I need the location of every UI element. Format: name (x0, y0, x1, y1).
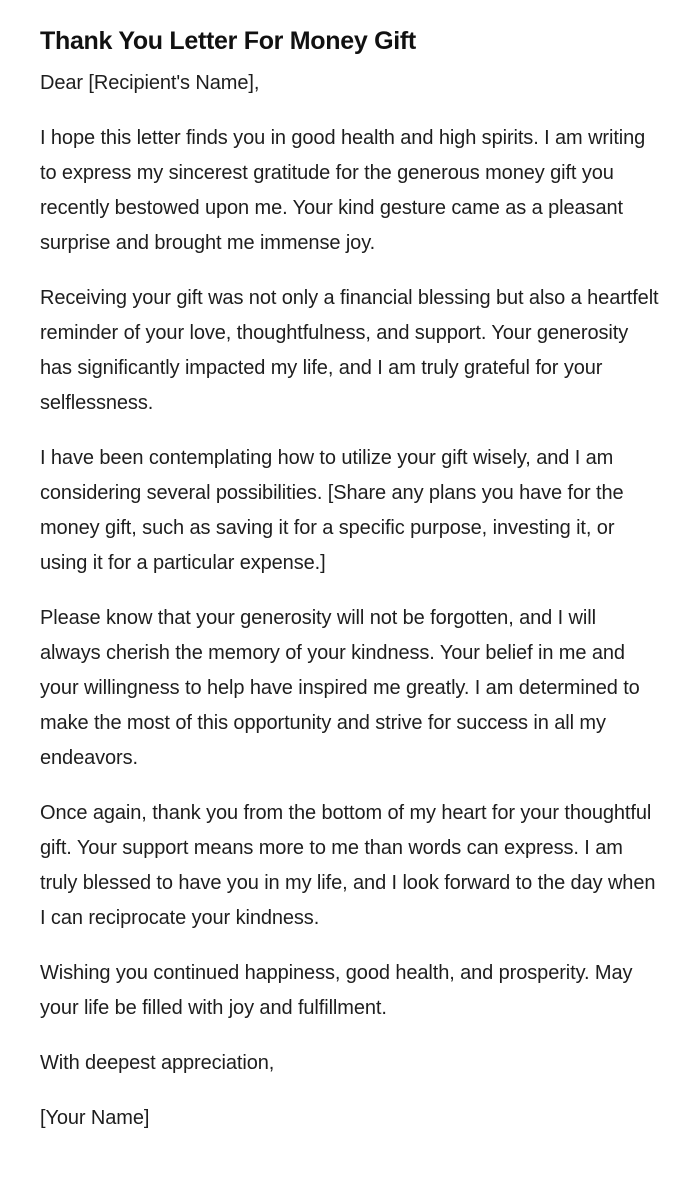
letter-paragraph-3: I have been contemplating how to utilize your gift wisely, and I am considering several possibilities. [Share any plans you have for the money gift, such as saving it for a specific purpose, investing it, or using it for a particular expense.] (40, 447, 624, 574)
letter-paragraph-2: Receiving your gift was not only a financial blessing but also a heartfelt reminder of your love, thoughtfulness, and support. Your generosity has significantly impacted my life, and I am truly grateful for your selflessness. (40, 287, 659, 414)
letter-closing: With deepest appreciation, (40, 1052, 275, 1074)
letter-paragraph-4: Please know that your generosity will not be forgotten, and I will always cherish the memory of your kindness. Your belief in me and your willingness to help have inspired me greatly. I am determined to make the most of this opportunity and strive for success in all my endeavors. (40, 607, 640, 769)
letter-paragraph-5: Once again, thank you from the bottom of my heart for your thoughtful gift. Your support means more to me than words can express. I am truly blessed to have you in my life, and I look forward to the day when I can reciprocate your kindness. (40, 802, 656, 929)
letter-greeting: Dear [Recipient's Name], (40, 72, 260, 94)
page-title: Thank You Letter For Money Gift (40, 27, 416, 55)
letter-signature: [Your Name] (40, 1107, 150, 1129)
letter-paragraph-1: I hope this letter finds you in good health and high spirits. I am writing to express my sincerest gratitude for the generous money gift you recently bestowed upon me. Your kind gesture came as a pleasant surprise and brought me immense joy. (40, 127, 646, 254)
letter-paragraph-6: Wishing you continued happiness, good health, and prosperity. May your life be filled with joy and fulfillment. (40, 962, 633, 1019)
